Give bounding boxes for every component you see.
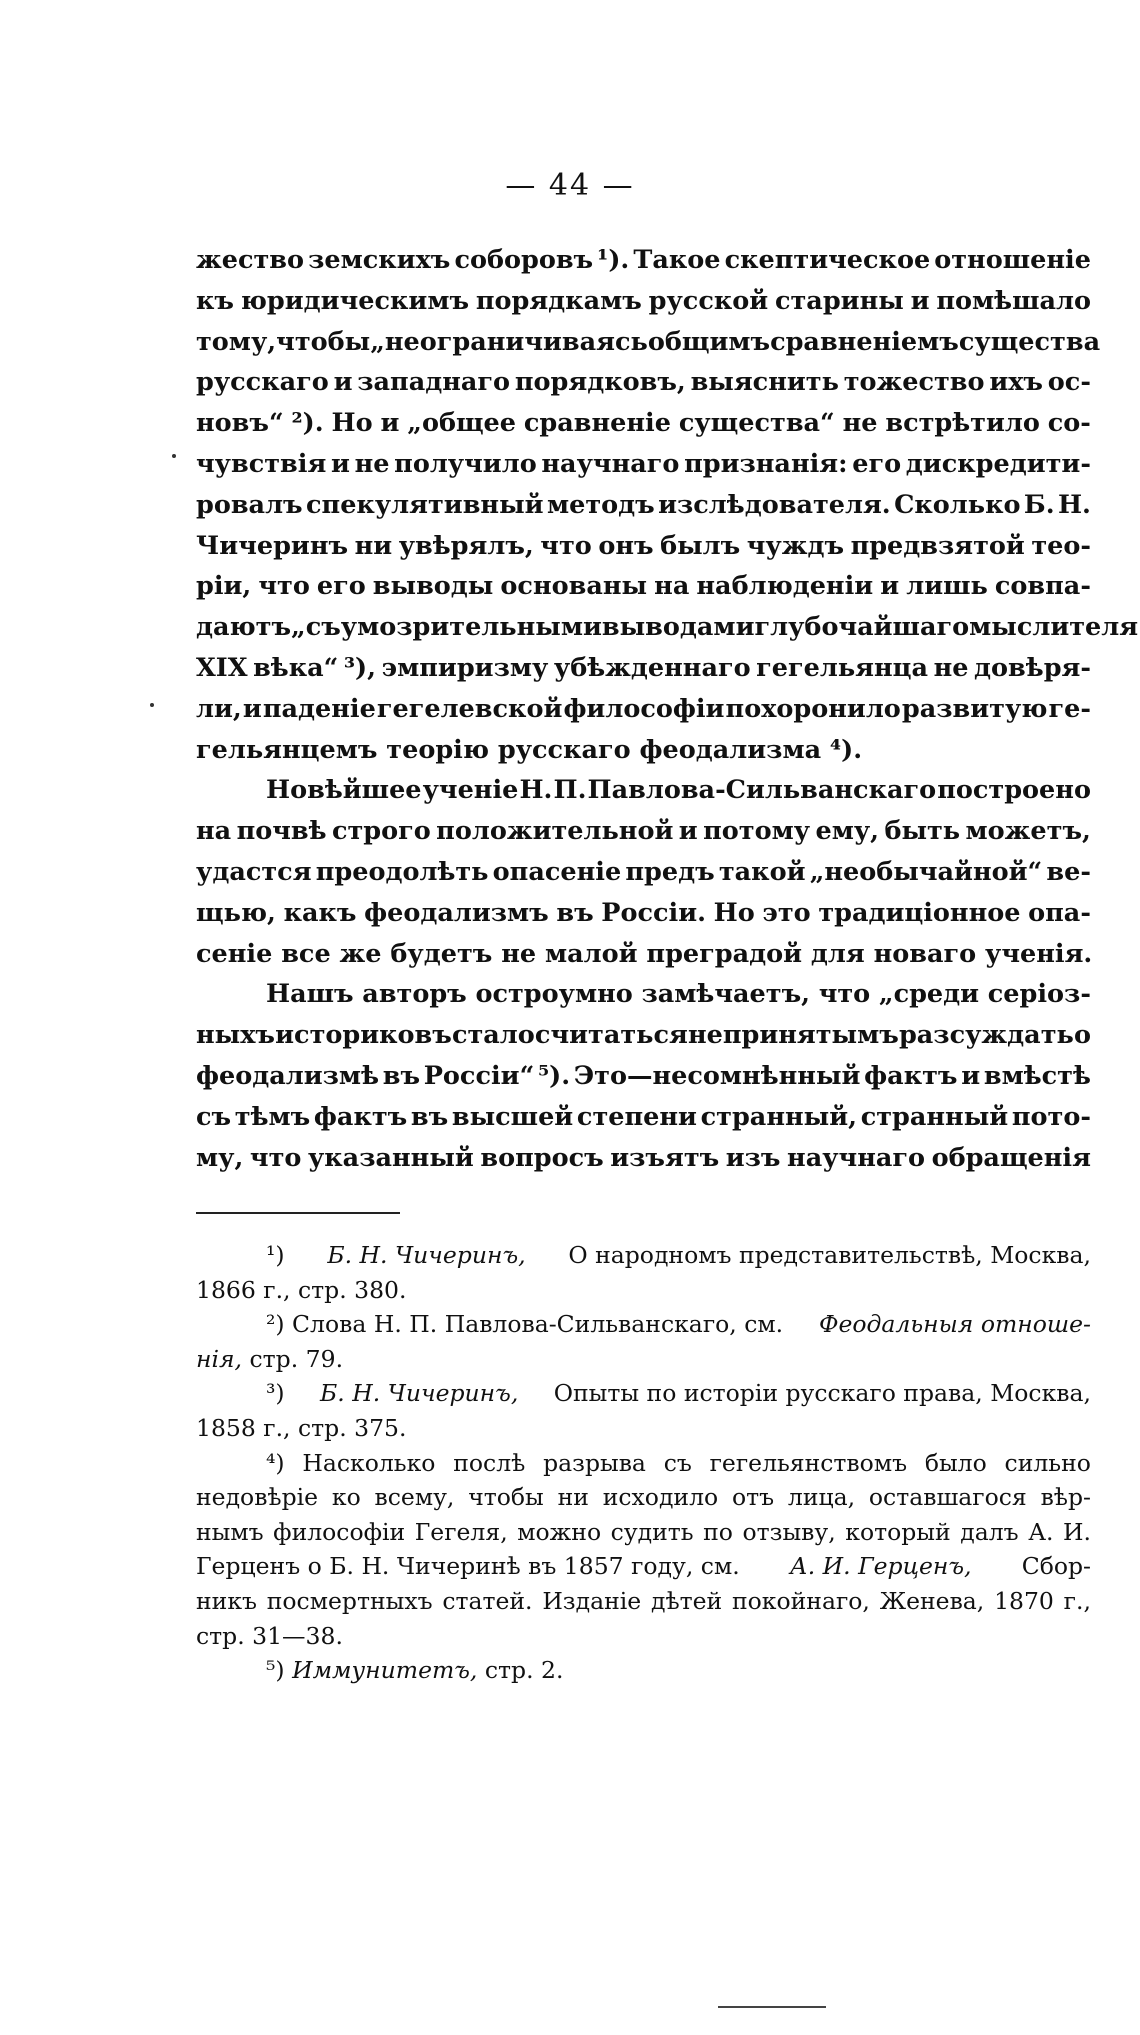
- footnote-title: Феодальныя отноше-: [818, 1310, 1091, 1339]
- footnote-text: стр. 79.: [249, 1344, 344, 1373]
- margin-mark: [150, 703, 154, 707]
- body-line: на почвѣ строго положительной и потому ему, быть можетъ,: [196, 816, 1091, 847]
- body-line: ныхъ историковъ стало считаться непринятымъ разсуждать о: [196, 1020, 1091, 1051]
- footnote-text: стр. 2.: [484, 1656, 564, 1685]
- body-line: ровалъ спекулятивный методъ изслѣдователя. Сколько Б. Н.: [196, 489, 1091, 520]
- footnote-text: Опыты по исторіи русскаго права, Москва,: [553, 1379, 1091, 1408]
- bottom-ornament: [718, 2006, 826, 2008]
- footnote-title: Иммунитетъ,: [292, 1656, 478, 1685]
- body-line: даютъ „съ умозрительными выводами глубочайшаго мыслителя: [196, 612, 1139, 643]
- body-line: XIX вѣка“ ³), эмпиризму убѣжденнаго гегельянца не довѣря-: [196, 652, 1091, 683]
- body-line: къ юридическимъ порядкамъ русской старины и помѣшало: [196, 285, 1091, 316]
- body-line: феодализмѣ въ Россіи“ ⁵). Это—несомнѣнный фактъ и вмѣстѣ: [196, 1060, 1091, 1091]
- page-number: — 44 —: [505, 168, 635, 203]
- footnote-author: Б. Н. Чичеринъ,: [320, 1379, 519, 1408]
- footnote-text: стр. 31—38.: [196, 1621, 343, 1650]
- footnote-marker: ³): [266, 1379, 285, 1408]
- body-line: ли, и паденіе гегелевской философіи похоронило развитую ге-: [196, 693, 1091, 724]
- footnote-marker: ¹): [266, 1241, 285, 1269]
- body-line: русскаго и западнаго порядковъ, выяснить тожество ихъ ос-: [196, 367, 1091, 398]
- footnote-text: Герценъ о Б. Н. Чичеринѣ въ 1857 году, см.: [196, 1552, 740, 1581]
- body-line: Чичеринъ ни увѣрялъ, что онъ былъ чуждъ предвзятой тео-: [196, 530, 1091, 561]
- footnote-4-line-4: [196, 1549, 1091, 1584]
- footnote-author: А. И. Герценъ,: [789, 1552, 972, 1581]
- footnote-5-line-1: [196, 1653, 1091, 1688]
- body-line: Новѣйшее ученіе Н. П. Павлова-Сильванскаго построено: [266, 775, 1091, 806]
- footnote-4-line-6: [196, 1619, 1091, 1654]
- body-line: новъ“ ²). Но и „общее сравненіе существа“ не встрѣтило со-: [196, 408, 1091, 439]
- footnote-marker: ⁵): [266, 1656, 285, 1685]
- footnote-4-line-3: нымъ философіи Гегеля, можно судить по отзыву, который далъ А. И.: [196, 1517, 1091, 1546]
- footnote-text: 1866 г., стр. 380.: [196, 1275, 407, 1304]
- footnote-rule: [196, 1212, 400, 1214]
- body-line: чувствія и не получило научнаго признанія: его дискредити-: [196, 448, 1091, 479]
- footnotes: [196, 1238, 1091, 1688]
- footnote-1-line-1: [196, 1238, 1091, 1273]
- footnote-4-line-1: ⁴) Насколько послѣ разрыва съ гегельянствомъ было сильно: [266, 1448, 1091, 1477]
- body-line: тому, чтобы „не ограничиваясь общимъ сравненіемъ существа: [196, 326, 1101, 357]
- footnote-title: нія,: [196, 1344, 243, 1373]
- footnote-text: О народномъ представительствѣ, Москва,: [568, 1241, 1091, 1269]
- body-text: [196, 240, 1139, 1178]
- body-line: гельянцемъ теорію русскаго феодализма ⁴).: [196, 734, 863, 765]
- footnote-1-line-2: [196, 1273, 1091, 1308]
- footnote-3-line-2: [196, 1411, 1091, 1446]
- footnote-4-line-2: недовѣріе ко всему, чтобы ни исходило отъ лица, оставшагося вѣр-: [196, 1483, 1091, 1512]
- footnote-4-line-5: никъ посмертныхъ статей. Изданіе дѣтей покойнаго, Женева, 1870 г.,: [196, 1586, 1091, 1615]
- margin-mark: [172, 454, 176, 458]
- footnote-text: ²) Слова Н. П. Павлова-Сильванскаго, см.: [266, 1310, 784, 1339]
- footnote-2-line-1: [196, 1307, 1091, 1342]
- footnote-author: Б. Н. Чичеринъ,: [327, 1241, 526, 1269]
- body-line: жество земскихъ соборовъ ¹). Такое скептическое отношеніе: [196, 245, 1091, 275]
- footnote-text: 1858 г., стр. 375.: [196, 1413, 407, 1442]
- body-line: сеніе все же будетъ не малой преградой для новаго ученія.: [196, 938, 1093, 969]
- body-line: Нашъ авторъ остроумно замѣчаетъ, что „среди серіоз-: [266, 979, 1091, 1010]
- body-line: щью, какъ феодализмъ въ Россіи. Но это традиціонное опа-: [196, 897, 1091, 928]
- footnote-3-line-1: [196, 1376, 1091, 1411]
- body-line: му, что указанный вопросъ изъятъ изъ научнаго обращенія: [196, 1142, 1091, 1173]
- body-line: удастся преодолѣть опасеніе предъ такой „необычайной“ ве-: [196, 856, 1091, 887]
- body-line: ріи, что его выводы основаны на наблюденіи и лишь совпа-: [196, 571, 1091, 602]
- footnote-text: Сбор-: [1021, 1552, 1091, 1581]
- body-line: съ тѣмъ фактъ въ высшей степени странный, странный пото-: [196, 1101, 1091, 1132]
- footnote-2-line-2: [196, 1342, 1091, 1377]
